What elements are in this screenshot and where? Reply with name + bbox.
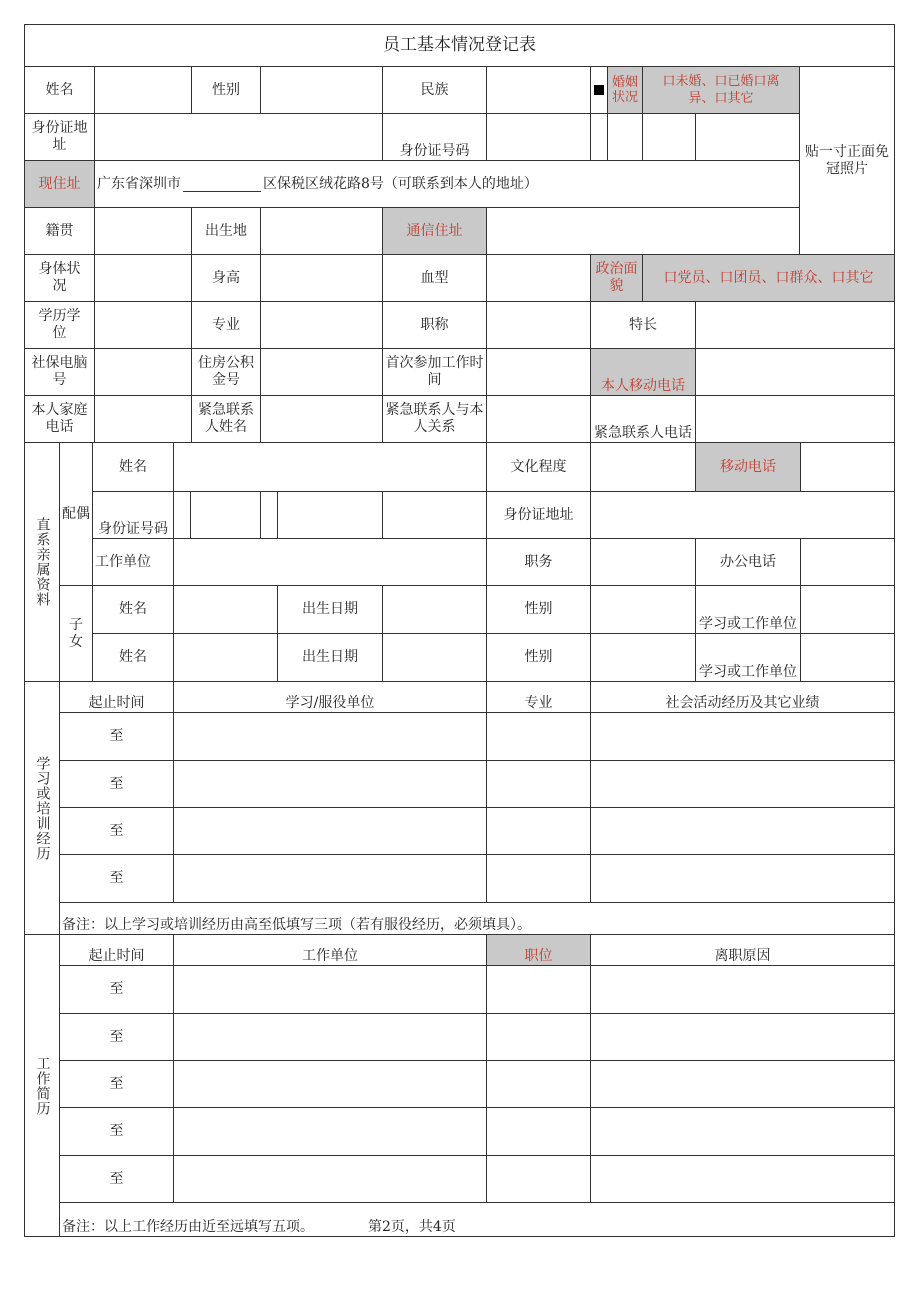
edu-header-period: 起止时间 <box>59 681 173 712</box>
spouse-id-number-label: 身份证号码 <box>92 491 173 538</box>
id-number-field-1[interactable] <box>486 113 590 160</box>
social-security-label: 社保电脑号 <box>24 348 94 395</box>
work-note-text: 备注：以上工作经历由近至远填写五项。 <box>62 1219 314 1235</box>
edu-row-unit[interactable] <box>173 807 486 854</box>
spouse-education-field[interactable] <box>590 442 695 491</box>
child1-gender-label: 性别 <box>486 585 590 633</box>
page-number: 第2页，共4页 <box>368 1219 456 1235</box>
black-square-icon <box>594 85 604 95</box>
blood-type-field[interactable] <box>486 254 590 301</box>
spouse-position-label: 职务 <box>486 538 590 585</box>
education-label: 学历学位 <box>24 301 94 348</box>
child1-name-label: 姓名 <box>92 585 173 633</box>
children-label: 子女 <box>59 585 92 681</box>
education-field[interactable] <box>94 301 191 348</box>
work-row-reason[interactable] <box>590 1060 895 1107</box>
work-row-employer[interactable] <box>173 1060 486 1107</box>
child2-unit-label: 学习或工作单位 <box>695 633 800 681</box>
id-number-field-5[interactable] <box>695 113 799 160</box>
spouse-id-address-label: 身份证地址 <box>486 491 590 538</box>
marital-marker <box>590 66 607 113</box>
id-number-label: 身份证号码 <box>382 113 486 160</box>
spouse-mobile-field[interactable] <box>800 442 895 491</box>
child2-name-field[interactable] <box>173 633 277 681</box>
work-row-employer[interactable] <box>173 965 486 1013</box>
child2-birth-label: 出生日期 <box>277 633 382 681</box>
education-section-label: 学习或培训经历 <box>24 681 59 934</box>
spouse-id-field-4[interactable] <box>277 491 382 538</box>
education-note: 备注：以上学习或培训经历由高至低填写三项（若有服役经历，必须填具）。 <box>59 902 895 934</box>
work-row-reason[interactable] <box>590 1107 895 1155</box>
spouse-office-phone-field[interactable] <box>800 538 895 585</box>
emergency-name-field[interactable] <box>260 395 382 442</box>
blood-type-label: 血型 <box>382 254 486 301</box>
gender-label: 性别 <box>191 66 260 113</box>
name-field[interactable] <box>94 66 191 113</box>
health-field[interactable] <box>94 254 191 301</box>
birthplace-label: 出生地 <box>191 207 260 254</box>
mailing-address-field[interactable] <box>486 207 799 254</box>
major-label: 专业 <box>191 301 260 348</box>
spouse-id-field-5[interactable] <box>382 491 486 538</box>
current-address-suffix: 区保税区绒花路8号（可联系到本人的地址） <box>263 175 538 192</box>
work-row-employer[interactable] <box>173 1013 486 1060</box>
work-header-position: 职位 <box>486 934 590 965</box>
social-security-field[interactable] <box>94 348 191 395</box>
registration-form <box>24 24 895 1237</box>
spouse-mobile-label: 移动电话 <box>695 442 800 491</box>
child2-name-label: 姓名 <box>92 633 173 681</box>
work-row-reason[interactable] <box>590 965 895 1013</box>
work-section-label: 工作简历 <box>24 934 59 1237</box>
id-address-field[interactable] <box>94 113 382 160</box>
id-number-field-3[interactable] <box>607 113 642 160</box>
work-header-employer: 工作单位 <box>173 934 486 965</box>
political-label: 政治面貌 <box>590 254 642 301</box>
work-row-period[interactable]: 至 <box>59 965 173 1013</box>
work-row-position[interactable] <box>486 1107 590 1155</box>
edu-header-unit: 学习/服役单位 <box>173 681 486 712</box>
edu-header-activities: 社会活动经历及其它业绩 <box>590 681 895 712</box>
edu-row-major[interactable] <box>486 760 590 807</box>
edu-row-activities[interactable] <box>590 807 895 854</box>
ethnicity-label: 民族 <box>382 66 486 113</box>
work-row-reason[interactable] <box>590 1013 895 1060</box>
child1-birth-field[interactable] <box>382 585 486 633</box>
major-field[interactable] <box>260 301 382 348</box>
spouse-education-label: 文化程度 <box>486 442 590 491</box>
child2-birth-field[interactable] <box>382 633 486 681</box>
political-options[interactable]: 口党员、口团员、口群众、口其它 <box>642 254 895 301</box>
district-blank[interactable] <box>183 177 261 192</box>
first-work-time-label: 首次参加工作时间 <box>382 348 486 395</box>
emergency-relation-field[interactable] <box>486 395 590 442</box>
edu-row-activities[interactable] <box>590 712 895 760</box>
child2-gender-label: 性别 <box>486 633 590 681</box>
family-section-label: 直系亲属资料 <box>24 442 59 681</box>
emergency-phone-field[interactable] <box>695 395 895 442</box>
edu-row-activities[interactable] <box>590 760 895 807</box>
work-row-period[interactable]: 至 <box>59 1107 173 1155</box>
spouse-office-phone-label: 办公电话 <box>695 538 800 585</box>
child1-unit-label: 学习或工作单位 <box>695 585 800 633</box>
name-label: 姓名 <box>24 66 94 113</box>
spouse-name-field[interactable] <box>173 442 486 491</box>
child1-name-field[interactable] <box>173 585 277 633</box>
spouse-id-field-2[interactable] <box>190 491 260 538</box>
child1-gender-field[interactable] <box>590 585 695 633</box>
ethnicity-field[interactable] <box>486 66 590 113</box>
native-place-label: 籍贯 <box>24 207 94 254</box>
form-title: 员工基本情况登记表 <box>24 24 895 66</box>
current-address-prefix: 广东省深圳市 <box>97 175 181 192</box>
marital-label: 婚姻状况 <box>607 66 642 113</box>
work-header-period: 起止时间 <box>59 934 173 965</box>
id-address-label: 身份证地址 <box>24 113 94 160</box>
housing-fund-label: 住房公积金号 <box>191 348 260 395</box>
child2-unit-field[interactable] <box>800 633 895 681</box>
spouse-label: 配偶 <box>59 442 92 585</box>
mobile-self-label: 本人移动电话 <box>590 348 695 395</box>
height-field[interactable] <box>260 254 382 301</box>
child2-gender-field[interactable] <box>590 633 695 681</box>
edu-row-unit[interactable] <box>173 712 486 760</box>
marital-options[interactable]: 口未婚、口已婚口离异、口其它 <box>642 66 799 113</box>
edu-header-major: 专业 <box>486 681 590 712</box>
spouse-position-field[interactable] <box>590 538 695 585</box>
edu-row-major[interactable] <box>486 807 590 854</box>
spouse-id-address-field[interactable] <box>590 491 895 538</box>
current-address-field[interactable] <box>94 160 799 207</box>
mobile-self-field[interactable] <box>695 348 895 395</box>
native-place-field[interactable] <box>94 207 191 254</box>
emergency-phone-label: 紧急联系人电话 <box>590 395 695 442</box>
gender-field[interactable] <box>260 66 382 113</box>
emergency-relation-label: 紧急联系人与本人关系 <box>382 395 486 442</box>
edu-row-major[interactable] <box>486 712 590 760</box>
spouse-employer-field[interactable] <box>173 538 486 585</box>
title-rank-field[interactable] <box>486 301 590 348</box>
edu-row-period[interactable]: 至 <box>59 760 173 807</box>
mailing-address-label: 通信住址 <box>382 207 486 254</box>
housing-fund-field[interactable] <box>260 348 382 395</box>
work-row-period[interactable]: 至 <box>59 1155 173 1202</box>
edu-row-period[interactable]: 至 <box>59 854 173 902</box>
spouse-id-field-3[interactable] <box>260 491 277 538</box>
child1-unit-field[interactable] <box>800 585 895 633</box>
edu-row-period[interactable]: 至 <box>59 807 173 854</box>
edu-row-period[interactable]: 至 <box>59 712 173 760</box>
photo-placeholder: 贴一寸正面免冠照片 <box>799 66 895 254</box>
id-number-field-2[interactable] <box>590 113 607 160</box>
birthplace-field[interactable] <box>260 207 382 254</box>
work-row-employer[interactable] <box>173 1155 486 1202</box>
spouse-id-field-1[interactable] <box>173 491 190 538</box>
spouse-employer-label: 工作单位 <box>92 538 173 585</box>
work-row-reason[interactable] <box>590 1155 895 1202</box>
home-phone-field[interactable] <box>94 395 191 442</box>
work-header-reason: 离职原因 <box>590 934 895 965</box>
id-number-field-4[interactable] <box>642 113 695 160</box>
height-label: 身高 <box>191 254 260 301</box>
work-row-position[interactable] <box>486 1155 590 1202</box>
current-address-label: 现住址 <box>24 160 94 207</box>
specialty-field[interactable] <box>695 301 895 348</box>
work-row-period[interactable]: 至 <box>59 1060 173 1107</box>
home-phone-label: 本人家庭电话 <box>24 395 94 442</box>
emergency-name-label: 紧急联系人姓名 <box>191 395 260 442</box>
edu-row-unit[interactable] <box>173 854 486 902</box>
edu-row-activities[interactable] <box>590 854 895 902</box>
work-row-employer[interactable] <box>173 1107 486 1155</box>
health-label: 身体状况 <box>24 254 94 301</box>
work-row-position[interactable] <box>486 1013 590 1060</box>
work-row-position[interactable] <box>486 965 590 1013</box>
work-note <box>59 1202 895 1237</box>
first-work-time-field[interactable] <box>486 348 590 395</box>
work-row-period[interactable]: 至 <box>59 1013 173 1060</box>
child1-birth-label: 出生日期 <box>277 585 382 633</box>
title-rank-label: 职称 <box>382 301 486 348</box>
edu-row-major[interactable] <box>486 854 590 902</box>
spouse-name-label: 姓名 <box>92 442 173 491</box>
specialty-label: 特长 <box>590 301 695 348</box>
edu-row-unit[interactable] <box>173 760 486 807</box>
work-row-position[interactable] <box>486 1060 590 1107</box>
